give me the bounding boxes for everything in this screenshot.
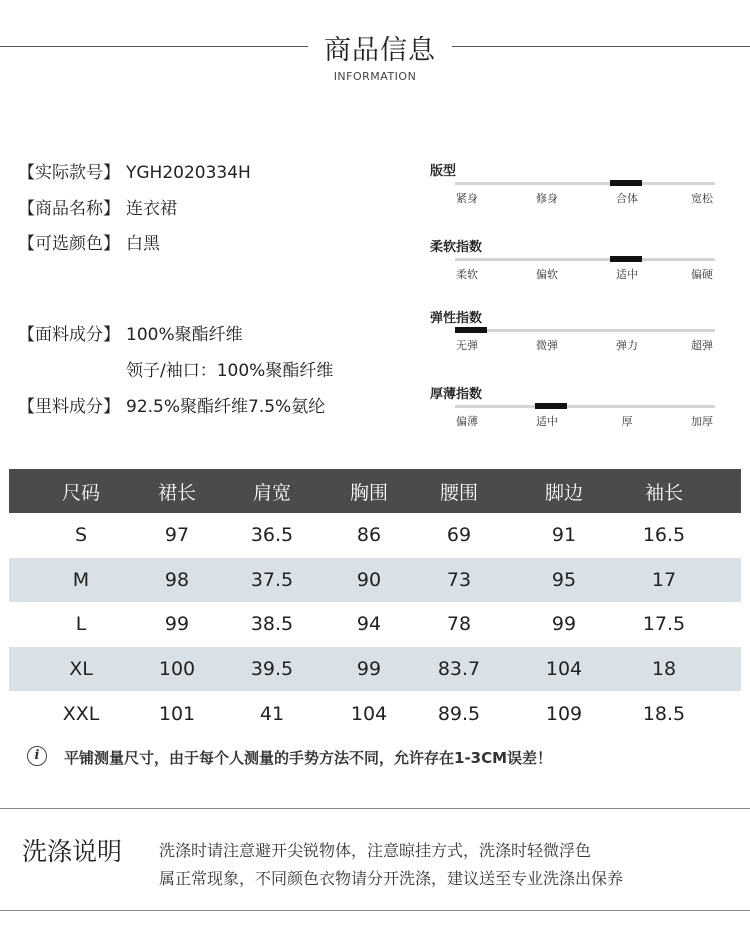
table-row [9, 602, 741, 647]
scale-option: 偏硬 [691, 268, 713, 281]
table-cell: 39.5 [250, 658, 294, 681]
info-row-style-no [18, 158, 251, 183]
table-cell: 36.5 [250, 524, 294, 547]
table-row [9, 513, 741, 558]
table-cell: 90 [356, 568, 382, 591]
table-row [9, 691, 741, 736]
table-cell: 99 [164, 613, 190, 636]
style-no-value: YGH2020334H [126, 163, 251, 183]
table-cell: 95 [551, 568, 577, 591]
scale-option: 修身 [536, 192, 558, 205]
wash-text-line-2: 属正常现象，不同颜色衣物请分开洗涤，建议送至专业洗涤出保养 [159, 869, 624, 888]
scale-option: 柔软 [456, 268, 478, 281]
table-cell: 73 [446, 568, 472, 591]
scale-option: 超弹 [691, 339, 713, 352]
scale-option: 厚 [621, 415, 633, 428]
table-cell: 18 [651, 658, 677, 681]
color-value: 白黑 [126, 234, 160, 254]
scale-option: 无弹 [456, 339, 478, 352]
table-cell: 78 [446, 613, 472, 636]
size-table [9, 469, 741, 736]
table-cell: 101 [158, 702, 196, 725]
table-cell: 16.5 [642, 524, 686, 547]
header-cell-length: 裙长 [157, 481, 197, 504]
header-cell-bust: 胸围 [349, 481, 389, 504]
header-cell-waist: 腰围 [439, 481, 479, 504]
table-cell: 91 [551, 524, 577, 547]
fabric-label: 【面料成分】 [18, 325, 120, 345]
header-cell-shoulder: 肩宽 [252, 481, 292, 504]
table-cell: 97 [164, 524, 190, 547]
info-row-name [18, 194, 177, 219]
table-cell: 69 [446, 524, 472, 547]
scale-option: 合体 [616, 192, 638, 205]
lining-label: 【里料成分】 [18, 397, 120, 417]
scale-title: 版型 [430, 164, 457, 179]
table-cell: 18.5 [642, 702, 686, 725]
scale-option: 宽松 [691, 192, 713, 205]
wash-text-line-1: 洗涤时请注意避开尖锐物体，注意晾挂方式，洗涤时轻微浮色 [159, 841, 592, 860]
table-cell: 17.5 [642, 613, 686, 636]
header-cell-size: 尺码 [61, 481, 101, 504]
table-cell: 41 [259, 702, 285, 725]
name-label: 【商品名称】 [18, 199, 120, 219]
table-cell: 94 [356, 613, 382, 636]
fabric-value: 100%聚酯纤维 [126, 325, 243, 345]
scale-track [455, 405, 715, 408]
scale-track [455, 182, 715, 185]
table-cell: 109 [545, 702, 583, 725]
table-cell: 38.5 [250, 613, 294, 636]
lining-value: 92.5%聚酯纤维7.5%氨纶 [126, 397, 326, 417]
info-row-fabric [18, 320, 243, 345]
scale-option: 弹力 [616, 339, 638, 352]
wash-divider-bottom [0, 910, 750, 911]
color-label: 【可选颜色】 [18, 234, 120, 254]
table-cell: L [75, 613, 87, 636]
table-cell: 98 [164, 568, 190, 591]
wash-title: 洗涤说明 [22, 837, 123, 866]
info-row-color [18, 229, 160, 254]
table-cell: S [74, 524, 88, 547]
table-cell: 83.7 [437, 658, 481, 681]
scale-option: 偏薄 [456, 415, 478, 428]
scale-option: 加厚 [691, 415, 713, 428]
scale-option: 紧身 [456, 192, 478, 205]
scale-indicator [535, 403, 567, 409]
scale-indicator [610, 180, 642, 186]
name-value: 连衣裙 [126, 199, 177, 219]
header-divider-left [0, 46, 308, 47]
scale-title: 柔软指数 [430, 240, 483, 255]
scale-option: 微弹 [536, 339, 558, 352]
scale-title: 厚薄指数 [430, 387, 483, 402]
measurement-note: 平铺测量尺寸，由于每个人测量的手势方法不同，允许存在1-3CM误差！ [64, 749, 553, 767]
scale-indicator [610, 256, 642, 262]
wash-divider-top [0, 808, 750, 809]
table-cell: 104 [545, 658, 583, 681]
header-divider-right [452, 46, 750, 47]
scale-track [455, 258, 715, 261]
scale-indicator [455, 327, 487, 333]
table-cell: XL [69, 658, 93, 681]
section-title: 商品信息 [324, 35, 436, 66]
table-row [9, 558, 741, 603]
table-cell: 104 [350, 702, 388, 725]
scale-option: 适中 [536, 415, 558, 428]
table-cell: 99 [356, 658, 382, 681]
table-row [9, 647, 741, 692]
table-cell: 17 [651, 568, 677, 591]
table-cell: 99 [551, 613, 577, 636]
header-cell-hem: 脚边 [544, 481, 584, 504]
table-cell: M [72, 568, 90, 591]
info-row-lining [18, 392, 325, 417]
size-table-header [9, 469, 741, 513]
info-icon: i [27, 746, 47, 766]
scale-track [455, 329, 715, 332]
table-cell: 89.5 [437, 702, 481, 725]
table-cell: 86 [356, 524, 382, 547]
scale-option: 适中 [616, 268, 638, 281]
section-subtitle: INFORMATION [333, 70, 417, 83]
fabric-extra: 领子/袖口：100%聚酯纤维 [126, 361, 334, 381]
scale-option: 偏软 [536, 268, 558, 281]
table-cell: XXL [62, 702, 100, 725]
header-cell-sleeve: 袖长 [644, 481, 684, 504]
scale-title: 弹性指数 [430, 311, 483, 326]
table-cell: 37.5 [250, 568, 294, 591]
table-cell: 100 [158, 658, 196, 681]
style-no-label: 【实际款号】 [18, 163, 120, 183]
